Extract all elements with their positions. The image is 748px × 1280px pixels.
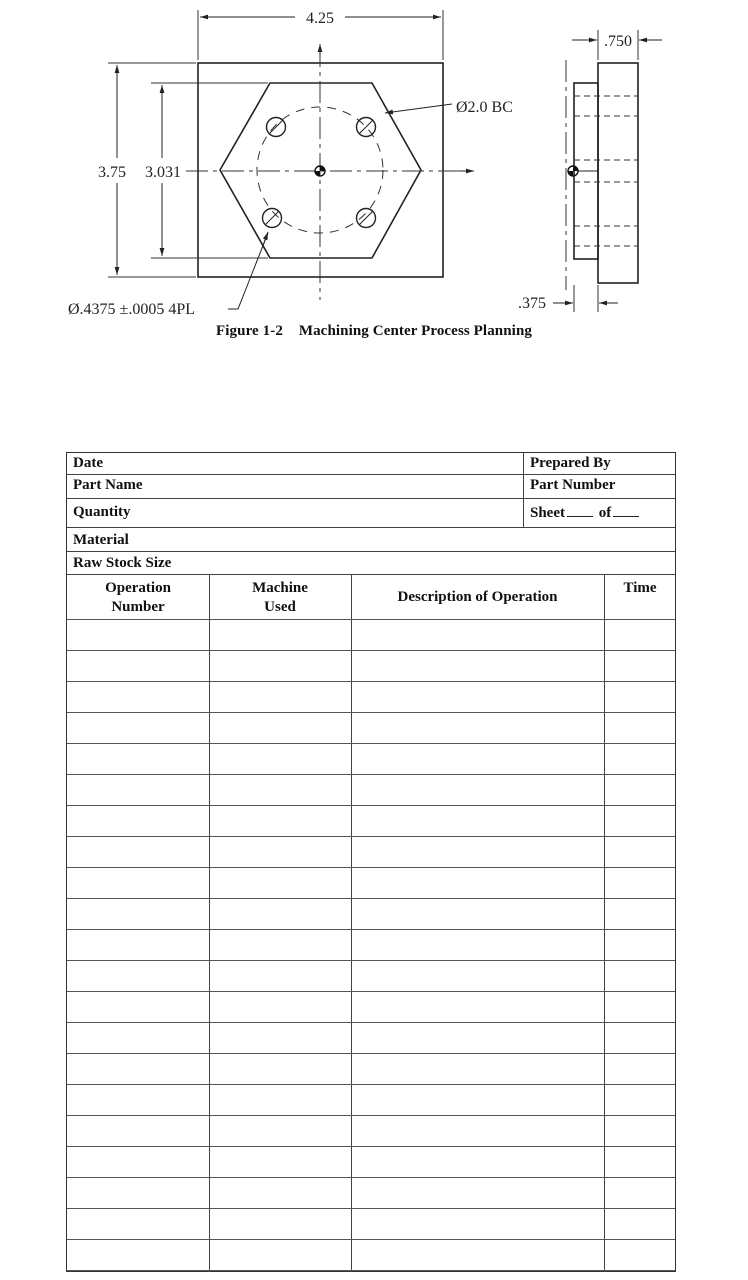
table-row	[67, 620, 675, 651]
row-raw-stock-size	[67, 552, 675, 574]
operations-table	[67, 574, 675, 1272]
hole-top-right	[357, 118, 376, 137]
header-operation-number: Operation Number	[105, 580, 171, 615]
table-row	[67, 651, 675, 682]
header-time: Time	[623, 580, 657, 596]
label-sheet: Sheet	[530, 505, 565, 521]
table-row	[67, 1240, 675, 1271]
header-row-line	[67, 575, 675, 620]
row-material	[67, 528, 675, 552]
table-row	[67, 992, 675, 1023]
header-description: Description of Operation	[397, 589, 558, 605]
table-row	[67, 1054, 675, 1085]
table-row	[67, 899, 675, 930]
table-row	[67, 744, 675, 775]
table-row	[67, 713, 675, 744]
table-row	[67, 1178, 675, 1209]
table-row	[67, 775, 675, 806]
table-row	[67, 1147, 675, 1178]
label-part-number: Part Number	[530, 477, 616, 493]
table-row	[67, 806, 675, 837]
label-quantity: Quantity	[73, 504, 131, 520]
figure-number: Figure 1-2	[216, 323, 283, 339]
label-of: of	[598, 505, 612, 521]
label-part-name: Part Name	[73, 477, 143, 493]
row-part-name	[67, 475, 675, 499]
dim-thickness: .750	[604, 33, 632, 50]
hole-top-left	[267, 118, 286, 137]
dim-width: 4.25	[306, 10, 334, 27]
label-material: Material	[73, 532, 129, 548]
label-raw-stock-size: Raw Stock Size	[73, 555, 172, 571]
table-row	[67, 682, 675, 713]
table-row	[67, 1023, 675, 1054]
table-row	[67, 930, 675, 961]
process-planning-sheet	[66, 452, 676, 1272]
row-quantity	[67, 499, 675, 528]
table-row	[67, 837, 675, 868]
figure-caption	[0, 323, 748, 340]
header-machine-used: Machine Used	[252, 580, 308, 615]
dim-height-outer: 3.75	[98, 164, 126, 181]
table-row	[67, 1116, 675, 1147]
table-row	[67, 1085, 675, 1116]
dim-bolt-circle: Ø2.0 BC	[456, 99, 513, 116]
dim-step: .375	[518, 295, 546, 312]
engineering-drawing	[0, 0, 748, 360]
table-row	[67, 868, 675, 899]
figure-title: Machining Center Process Planning	[298, 323, 532, 339]
sheet-of-field	[524, 499, 647, 527]
dim-height-inner: 3.031	[145, 164, 181, 181]
dim-hole-callout: Ø.4375 ±.0005 4PL	[68, 301, 196, 318]
label-date: Date	[73, 455, 103, 471]
hole-bottom-right	[357, 209, 376, 228]
table-row	[67, 961, 675, 992]
label-prepared-by: Prepared By	[530, 455, 611, 471]
table-row	[67, 1209, 675, 1240]
row-date	[67, 453, 675, 475]
